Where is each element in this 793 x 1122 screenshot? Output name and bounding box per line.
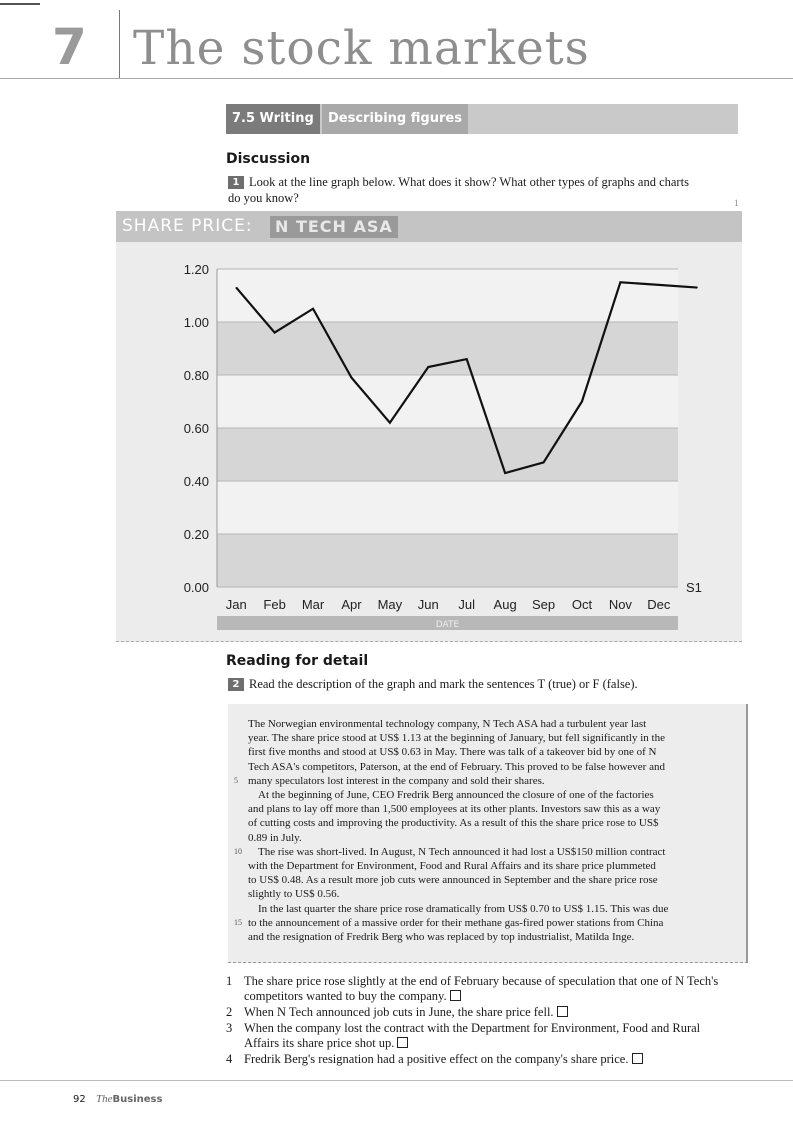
book-title-bold: Business — [112, 1094, 163, 1105]
footer-rule — [0, 1080, 793, 1081]
x-tick-label: Sep — [531, 597, 556, 612]
passage-line-text: year. The share price stood at US$ 1.13 at the beginning of January, but fell significantly in the — [248, 732, 665, 745]
reading-task — [228, 676, 638, 692]
passage-line-text: with the Department for Environment, Food and Rural Affairs and its share price plummeted — [248, 860, 656, 873]
passage-line-text: Tech ASA's competitors, Paterson, at the end of February. This proved to be false however and — [248, 760, 665, 773]
section-sublabel: Describing figures — [322, 104, 468, 134]
data-point — [389, 422, 390, 423]
passage-line — [234, 774, 722, 788]
y-tick-label: 1.00 — [183, 315, 209, 330]
passage-line-text: The rise was short-lived. In August, N Tech announced it had lost a US$150 million contract — [258, 845, 666, 858]
data-point — [312, 308, 313, 309]
data-point — [658, 284, 659, 285]
x-tick-label: Nov — [608, 597, 632, 612]
passage-line — [248, 859, 722, 873]
task-text-line2: do you know? — [228, 191, 299, 205]
data-point — [581, 401, 582, 402]
statement-item — [226, 1052, 736, 1067]
passage-line-text: slightly to US$ 0.56. — [248, 888, 340, 901]
discussion-heading: Discussion — [226, 151, 311, 167]
passage-line — [248, 902, 722, 916]
data-point — [236, 287, 237, 288]
statement-text: The share price rose slightly at the end of February because of speculation that one of N Tech's competitors wanted to buy the company. — [244, 974, 719, 1003]
x-tick-label: Apr — [341, 597, 362, 612]
passage-line-text: and plans to lay off more than 1,500 employees at its other plants. Investors saw this as a way — [248, 803, 661, 816]
statements-list — [226, 974, 736, 1068]
x-tick-label: Oct — [571, 597, 593, 612]
task-number-badge: 2 — [228, 678, 244, 691]
x-axis-title: DATE — [435, 620, 460, 630]
legend-label: S1 — [686, 580, 702, 595]
data-point — [697, 287, 698, 288]
book-title-italic: The — [96, 1093, 113, 1105]
statement-number: 2 — [226, 1005, 233, 1019]
passage-line-text: of cutting costs and improving the productivity. As a result of this the share price rose to US$ — [248, 817, 659, 830]
x-tick-label: Dec — [647, 597, 671, 612]
data-point — [620, 282, 621, 283]
x-tick-label: Feb — [263, 597, 286, 612]
passage-line — [248, 873, 722, 887]
page-number: 92 — [73, 1094, 86, 1105]
passage-line — [248, 731, 722, 745]
data-point — [543, 462, 544, 463]
line-number: 5 — [234, 775, 238, 785]
share-price-chart — [116, 242, 742, 640]
y-tick-label: 0.40 — [183, 474, 209, 489]
passage-line — [248, 717, 722, 731]
answer-checkbox[interactable] — [632, 1053, 643, 1064]
passage-line-text: and the resignation of Fredrik Berg who was replaced by top industrialist, Matilda Inge. — [248, 931, 635, 944]
passage-line — [248, 788, 722, 802]
chart-band — [217, 375, 678, 428]
x-tick-label: Mar — [301, 597, 325, 612]
passage-line-text: 0.89 in July. — [248, 831, 302, 844]
data-point — [505, 472, 506, 473]
data-point — [351, 377, 352, 378]
answer-checkbox[interactable] — [557, 1006, 568, 1017]
x-tick-label: Jan — [225, 597, 247, 612]
passage-line — [234, 845, 722, 859]
chart-band — [217, 322, 678, 375]
reading-heading: Reading for detail — [226, 653, 369, 669]
y-tick-label: 0.60 — [183, 421, 209, 436]
chapter-title: The stock markets — [133, 21, 590, 76]
passage-line — [248, 760, 722, 774]
y-tick-label: 0.80 — [183, 368, 209, 383]
x-tick-label: Jul — [458, 597, 476, 612]
margin-mark: 1 — [734, 198, 739, 208]
passage-line — [248, 745, 722, 759]
chapter-number: 7 — [52, 18, 87, 76]
passage-line-text: many speculators lost interest in the company and sold their shares. — [248, 774, 545, 787]
statement-item — [226, 1005, 736, 1020]
x-tick-label: Aug — [493, 597, 517, 612]
passage-line — [248, 930, 722, 944]
x-tick-label: May — [377, 597, 403, 612]
passage-line-text: to the announcement of a massive order for their methane gas-fired power stations from China — [248, 916, 664, 929]
y-tick-label: 0.20 — [183, 527, 209, 542]
task-text-line1: Look at the line graph below. What does it show? What other types of graphs and charts — [249, 175, 689, 189]
statement-number: 4 — [226, 1052, 233, 1066]
passage-line-text: The Norwegian environmental technology company, N Tech ASA had a turbulent year last — [248, 718, 647, 730]
chart-band — [217, 534, 678, 587]
statement-number: 1 — [226, 974, 233, 988]
passage-text — [234, 717, 722, 944]
passage-line — [248, 816, 722, 830]
statement-text: Fredrik Berg's resignation had a positive effect on the company's share price. — [244, 1052, 629, 1066]
line-number: 15 — [234, 917, 242, 927]
statement-text: When N Tech announced job cuts in June, the share price fell. — [244, 1005, 554, 1019]
task-number-badge: 1 — [228, 176, 244, 189]
answer-checkbox[interactable] — [397, 1037, 408, 1048]
data-point — [428, 366, 429, 367]
passage-line — [248, 887, 722, 901]
statement-item — [226, 1021, 736, 1051]
passage-line — [248, 831, 722, 845]
chapter-divider — [119, 10, 120, 78]
y-tick-label: 0.00 — [183, 580, 209, 595]
data-point — [274, 332, 275, 333]
data-point — [466, 359, 467, 360]
chart-band — [217, 428, 678, 481]
chart-band — [217, 481, 678, 534]
passage-line-text: to US$ 0.48. As a result more job cuts were announced in September and the share price rose — [248, 874, 658, 887]
reading-task-text: Read the description of the graph and mark the sentences T (true) or F (false). — [249, 677, 638, 691]
statement-text: When the company lost the contract with the Department for Environment, Food and Rural Affairs its share price shot up. — [244, 1021, 701, 1050]
answer-checkbox[interactable] — [450, 990, 461, 1001]
section-label: 7.5 Writing — [226, 104, 320, 134]
passage-line-text: first five months and stood at US$ 0.63 in May. There was talk of a takeover bid by one of N — [248, 746, 657, 759]
chart-title-company: N TECH ASA — [270, 216, 398, 238]
chart-title-prefix: SHARE PRICE: — [122, 216, 253, 236]
statement-item — [226, 974, 736, 1004]
x-tick-label: Jun — [417, 597, 439, 612]
line-number: 10 — [234, 846, 242, 856]
passage-line — [248, 802, 722, 816]
chart-band — [217, 269, 678, 322]
passage-line-text: At the beginning of June, CEO Fredrik Berg announced the closure of one of the factories — [258, 789, 654, 802]
corner-mark — [0, 3, 40, 5]
book-title — [96, 1093, 162, 1105]
passage-line-text: In the last quarter the share price rose dramatically from US$ 0.70 to US$ 1.15. This was due — [258, 902, 669, 915]
passage-line — [234, 916, 722, 930]
header-rule — [0, 78, 793, 79]
discussion-task — [228, 174, 738, 206]
y-tick-label: 1.20 — [183, 262, 209, 277]
statement-number: 3 — [226, 1021, 233, 1035]
